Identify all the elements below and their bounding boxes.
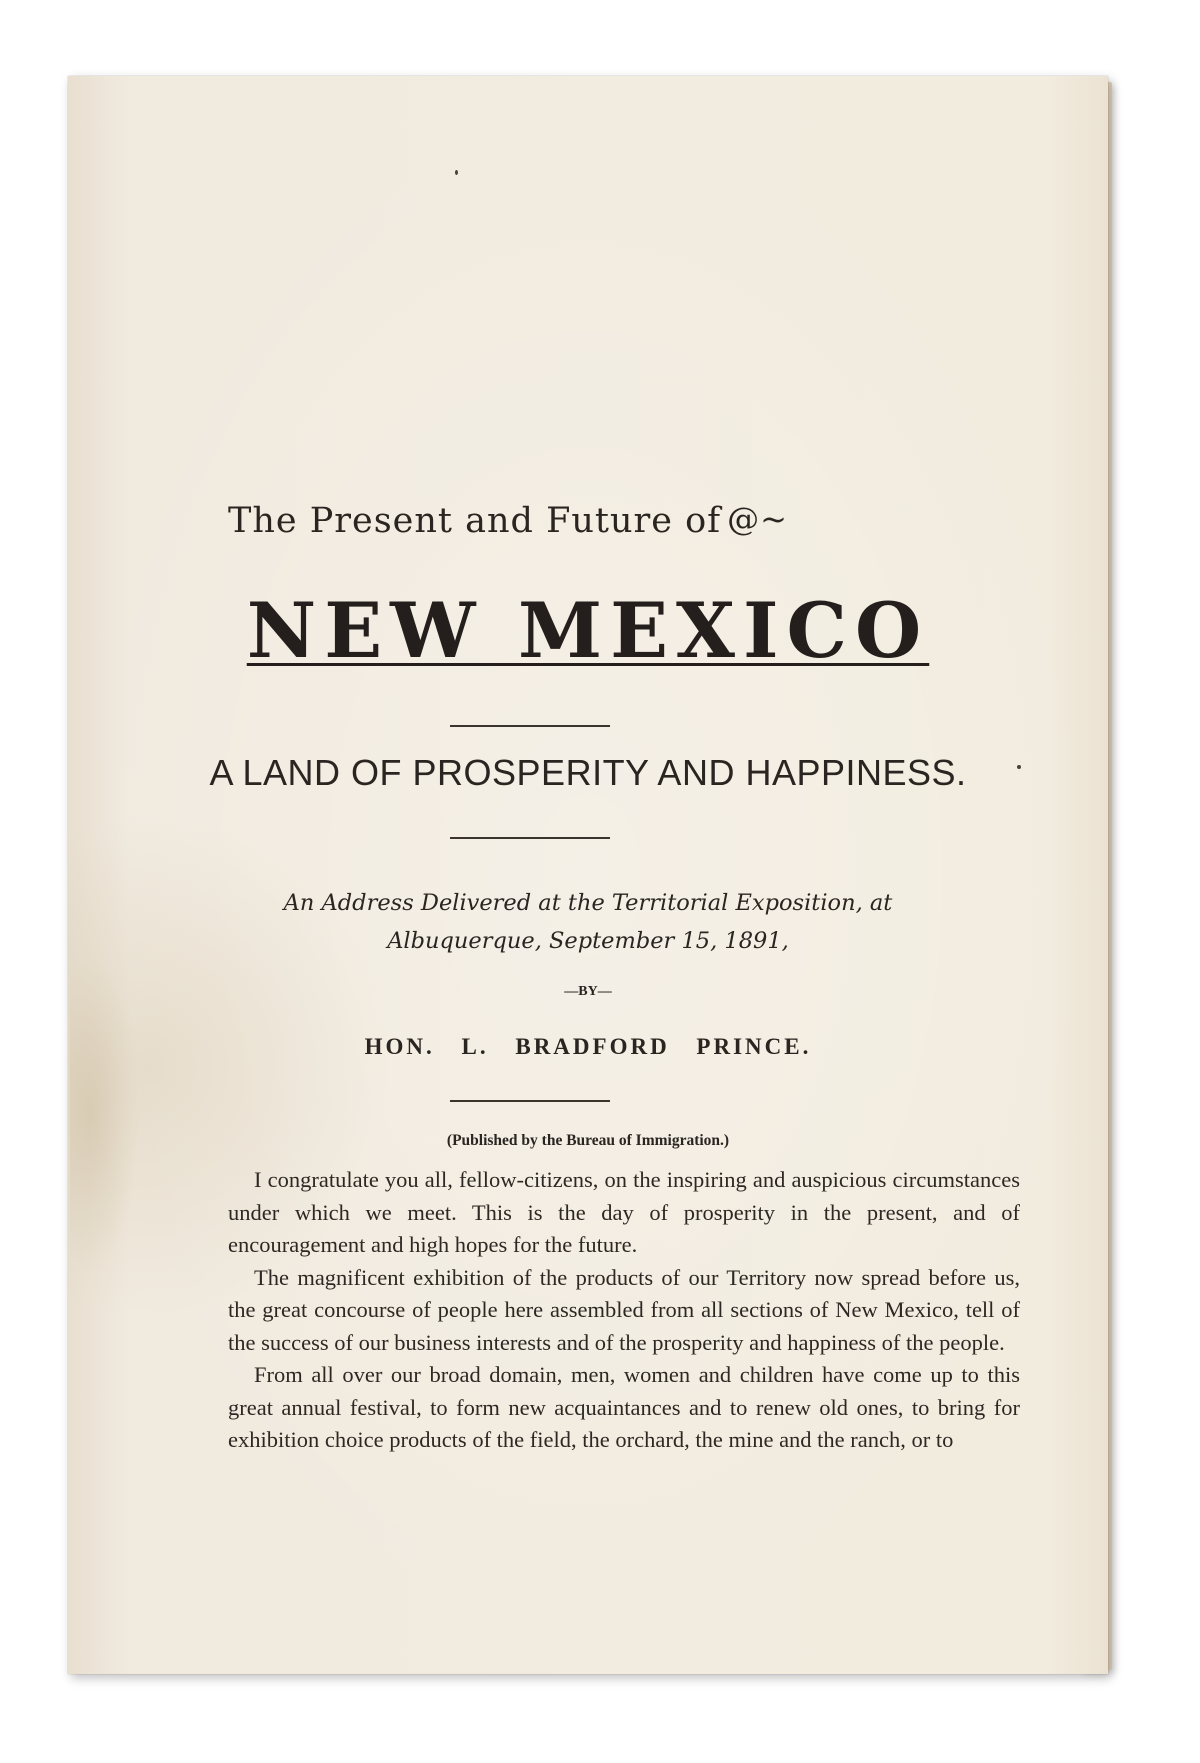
paper-speck [1017, 765, 1021, 769]
heading-line [68, 500, 1108, 541]
heading-text: The Present and Future of [228, 501, 722, 541]
paragraph: I congratulate you all, fellow-citizens, on the inspiring and auspicious circumstances under which we meet. This is the day of prosperity in the present, and of encouragement and high hopes for the future. [228, 1167, 1020, 1257]
paper-stain [70, 956, 140, 1276]
paper-speck [455, 170, 458, 175]
body-text [228, 1164, 1020, 1457]
subtitle: A LAND OF PROSPERITY AND HAPPINESS. [209, 752, 967, 793]
by-line: —BY— [564, 984, 612, 999]
paragraph: The magnificent exhibition of the products of our Territory now spread before us, the great concourse of people here assembled from all sections of New Mexico, tell of the success of our business interests and of the prosperity and happiness of the people. [228, 1264, 1020, 1355]
pamphlet-page [68, 76, 1108, 1674]
paragraph: From all over our broad domain, men, women and children have come up to this great annual festival, to form new acquaintances and to renew old ones, to bring for exhibition choice products of the field, the orchard, the mine and the ranch, or to [228, 1362, 1020, 1452]
main-title: NEW MEXICO [246, 586, 930, 675]
divider-rule [450, 725, 610, 727]
divider-rule [450, 837, 610, 839]
swirl-ornament-icon: @~ [727, 500, 788, 538]
publisher-note: (Published by the Bureau of Immigration.) [446, 1132, 730, 1149]
address-line: An Address Delivered at the Territorial Exposition, at Albuquerque, September 15, 1891, [283, 890, 893, 954]
divider-rule [450, 1100, 610, 1102]
author-name: HON. L. BRADFORD PRINCE. [364, 1034, 812, 1059]
